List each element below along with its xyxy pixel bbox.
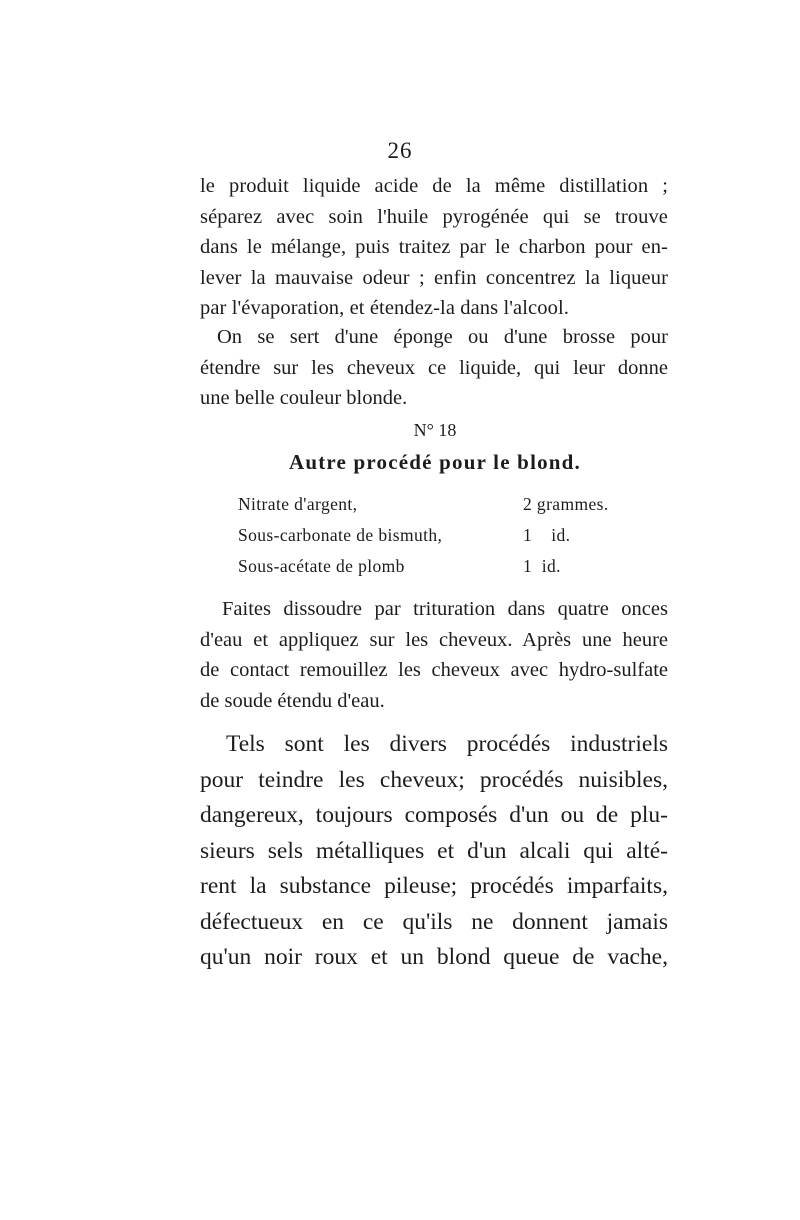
ingredient-name: Sous-carbonate de bismuth,: [238, 525, 443, 545]
text-line: défectueux en ce qu'ils ne donnent jamais: [200, 908, 668, 935]
text-line: séparez avec soin l'huile pyrogénée qui se trouve: [200, 205, 668, 228]
text-line: Tels sont les divers procédés industriels: [226, 731, 668, 757]
text-line: le produit liquide acide de la même distillation ;: [200, 175, 668, 197]
ingredient-row: [238, 556, 638, 587]
ingredient-row: [238, 494, 638, 525]
paragraph-1: [200, 171, 668, 324]
page-number: 26: [387, 138, 413, 163]
text-line: une belle couleur blonde.: [200, 387, 408, 409]
ingredient-list: [238, 494, 638, 587]
text-line: dans le mélange, puis traitez par le charbon pour en-: [200, 236, 668, 258]
text-line: étendre sur les cheveux ce liquide, qui leur donne: [200, 356, 668, 379]
text-line: On se sert d'une éponge ou d'une brosse pour: [217, 326, 668, 348]
paragraph-4: [200, 727, 668, 976]
text-line: par l'évaporation, et étendez-la dans l'alcool.: [200, 297, 569, 319]
text-line: qu'un noir roux et un blond queue de vache,: [200, 944, 668, 970]
paragraph-2: [200, 322, 668, 414]
text-line: Faites dissoudre par trituration dans quatre onces: [222, 598, 668, 620]
text-line: de soude étendu d'eau.: [200, 689, 385, 712]
ingredient-name: Nitrate d'argent,: [238, 494, 358, 514]
recipe-number: N° 18: [413, 420, 457, 440]
text-line: sieurs sels métalliques et d'un alcali qui alté-: [200, 837, 668, 864]
text-line: rent la substance pileuse; procédés imparfaits,: [200, 873, 668, 899]
text-line: d'eau et appliquez sur les cheveux. Après une heure: [200, 628, 668, 651]
text-line: pour teindre les cheveux; procédés nuisibles,: [200, 766, 668, 793]
ingredient-row: [238, 525, 638, 556]
text-line: lever la mauvaise odeur ; enfin concentrez la liqueur: [200, 266, 668, 289]
text-line: de contact remouillez les cheveux avec hydro-sulfate: [200, 659, 668, 681]
text-line: dangereux, toujours composés d'un ou de plu-: [200, 802, 668, 828]
ingredient-name: Sous-acétate de plomb: [238, 556, 405, 576]
recipe-title: Autre procédé pour le blond.: [288, 450, 582, 474]
ingredient-quantity: 1 id.: [523, 525, 571, 545]
paragraph-3: [200, 594, 668, 716]
ingredient-quantity: 1 id.: [523, 556, 561, 576]
ingredient-quantity: 2 grammes.: [523, 494, 609, 514]
